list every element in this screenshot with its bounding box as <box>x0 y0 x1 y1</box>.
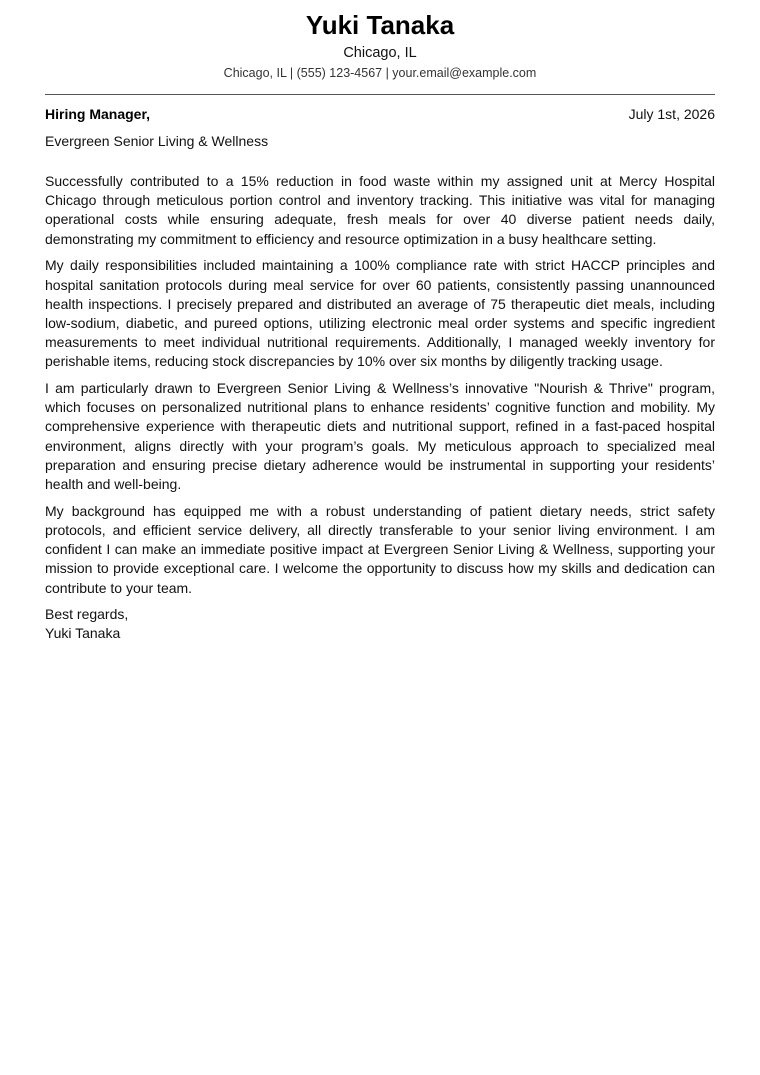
valediction: Best regards, <box>45 606 129 623</box>
signature-name: Yuki Tanaka <box>45 625 121 642</box>
body-paragraph: My daily responsibilities included maintaining a 100% compliance rate with strict HACCP principles and hospital sanitation protocols during meal service for over 60 patients, consistently passing unannounced health inspections. I precisely prepared and distributed an average of 75 therapeutic diet meals, including low-sodium, diabetic, and pureed options, utilizing electronic meal order systems and specific ingredient measurements to meet individual nutritional requirements. Additionally, I managed weekly inventory for perishable items, reducing stock discrepancies by 10% over six months by diligently tracking usage. <box>45 257 715 370</box>
body-paragraph: Successfully contributed to a 15% reduction in food waste within my assigned unit at Mercy Hospital Chicago through meticulous portion control and inventory tracking. This initiative was vital for managing operational costs while ensuring adequate, fresh meals for over 40 diverse patient needs daily, demonstrating my commitment to efficiency and resource optimization in a busy healthcare setting. <box>45 173 715 247</box>
header-divider <box>45 94 715 95</box>
body-paragraph: My background has equipped me with a robust understanding of patient dietary needs, strict safety protocols, and efficient service delivery, all directly transferable to your senior living environment. I am confident I can make an immediate positive impact at Evergreen Senior Living & Wellness, supporting your mission to provide exceptional care. I welcome the opportunity to discuss how my skills and dedication can contribute to your team. <box>45 502 715 596</box>
body-paragraph: I am particularly drawn to Evergreen Senior Living & Wellness’s innovative "Nourish & Thrive" program, which focuses on personalized nutritional plans to enhance residents’ cognitive function and mobility. My comprehensive experience with therapeutic diets and nutritional support, refined in a fast-paced hospital environment, aligns directly with your program’s goals. My meticulous approach to specialized meal preparation and ensuring precise dietary adherence would be instrumental in supporting your residents’ health and well-being. <box>45 380 715 493</box>
recipient-row <box>45 105 715 123</box>
applicant-name: Yuki Tanaka <box>305 10 455 40</box>
applicant-contact-line: Chicago, IL | (555) 123-4567 | your.email@example.com <box>223 66 537 80</box>
recipient-company: Evergreen Senior Living & Wellness <box>45 133 269 149</box>
letter-closing <box>45 605 715 643</box>
letter-date: July 1st, 2026 <box>628 106 715 122</box>
letter-body <box>45 172 715 598</box>
recipient-salutation: Hiring Manager, <box>45 106 151 122</box>
applicant-location: Chicago, IL <box>343 45 417 61</box>
letter-header <box>45 0 715 81</box>
